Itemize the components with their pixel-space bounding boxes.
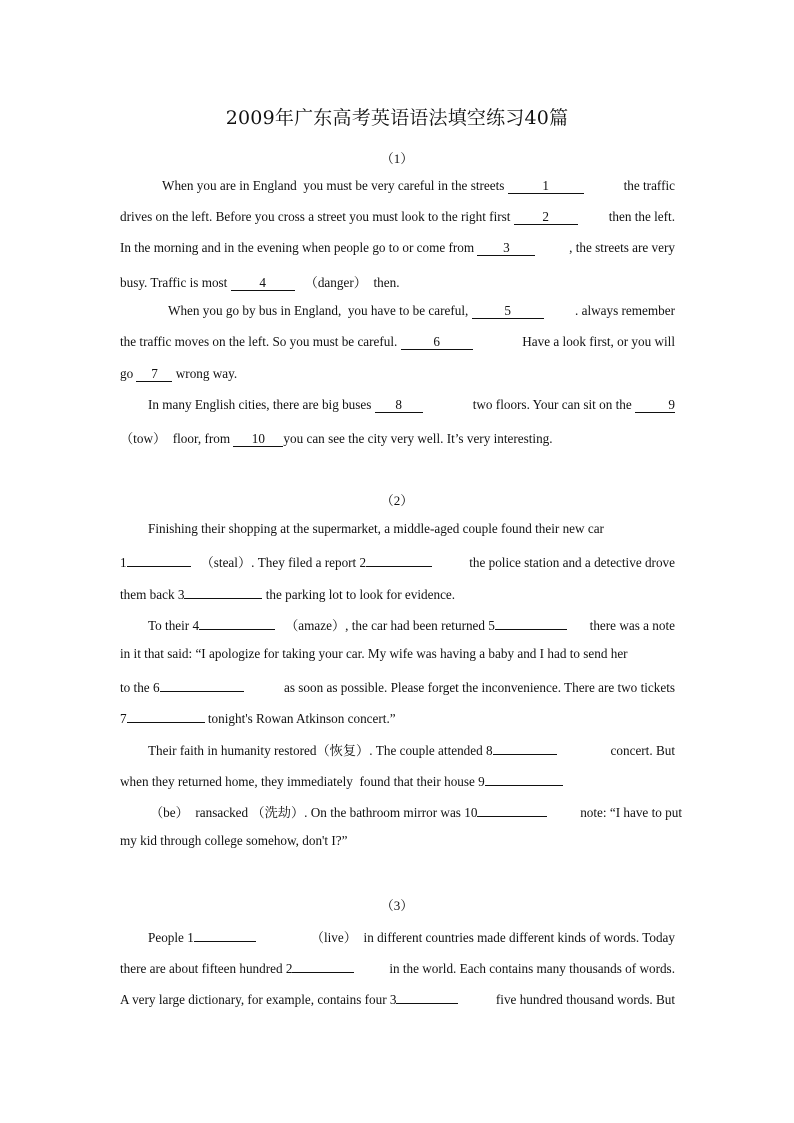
blank-s2-3[interactable]: [184, 584, 262, 599]
section-3-heading: （3）: [380, 898, 414, 913]
s1-p2-line-1: When you go by bus in England, you have to be careful, 5 . always remember: [168, 303, 675, 318]
blank-s2-1[interactable]: [127, 552, 191, 567]
s2-line-10: （be） ransacked （洗劫）. On the bathroom mirror was 10 note: “I have to put: [150, 802, 682, 821]
blank-6[interactable]: 6: [401, 335, 473, 350]
s2-line-8: Their faith in humanity restored（恢复）. The couple attended 8 concert. But: [148, 740, 675, 759]
blank-s2-8[interactable]: [493, 740, 557, 755]
s1-p1-line-2: drives on the left. Before you cross a street you must look to the right first 2 then the left.: [120, 209, 675, 224]
blank-s2-5[interactable]: [495, 615, 567, 630]
blank-3[interactable]: 3: [477, 241, 535, 256]
s1-p1-line-4: busy. Traffic is most 4 （danger） then.: [120, 275, 400, 290]
s3-line-2: there are about fifteen hundred 2 in the world. Each contains many thousands of words.: [120, 958, 675, 977]
s1-p1-line-3: In the morning and in the evening when people go to or come from 3 , the streets are very: [120, 240, 675, 255]
s1-p3-line-1: In many English cities, there are big buses 8 two floors. Your can sit on the 9: [148, 397, 675, 412]
blank-s2-10[interactable]: [477, 802, 547, 817]
s2-line-7: 7 tonight's Rowan Atkinson concert.”: [120, 708, 675, 727]
s1-p2-line-2: the traffic moves on the left. So you must be careful. 6 Have a look first, or you will: [120, 334, 675, 349]
blank-s2-7[interactable]: [127, 708, 205, 723]
s2-line-6: to the 6 as soon as possible. Please forget the inconvenience. There are two tickets: [120, 677, 675, 696]
s2-line-1: Finishing their shopping at the supermarket, a middle-aged couple found their new car: [148, 521, 604, 536]
blank-s3-2[interactable]: [292, 958, 354, 973]
blank-7[interactable]: 7: [136, 367, 172, 382]
blank-s2-6[interactable]: [160, 677, 244, 692]
blank-s3-3[interactable]: [396, 989, 458, 1004]
blank-2[interactable]: 2: [514, 210, 578, 225]
s2-line-4: To their 4 （amaze）, the car had been returned 5 there was a note: [148, 615, 675, 634]
s1-p2-line-3: go 7 wrong way.: [120, 366, 238, 381]
s2-line-5: in it that said: “I apologize for taking your car. My wife was having a baby and I had to send her: [120, 646, 628, 661]
blank-5[interactable]: 5: [472, 304, 544, 319]
blank-1[interactable]: 1: [508, 179, 584, 194]
s1-p1-line-1: When you are in England you must be very careful in the streets 1 the traffic: [162, 178, 675, 193]
s2-line-9: when they returned home, they immediately found that their house 9: [120, 771, 675, 790]
blank-9[interactable]: 9: [635, 398, 675, 413]
blank-s2-4[interactable]: [199, 615, 275, 630]
blank-10[interactable]: 10: [233, 432, 283, 447]
section-2-heading: （2）: [380, 493, 414, 508]
s1-p3-line-2: （tow） floor, from 10 you can see the city very well. It’s very interesting.: [120, 431, 553, 446]
s2-line-11: my kid through college somehow, don't I?”: [120, 833, 348, 848]
blank-s2-9[interactable]: [485, 771, 563, 786]
blank-8[interactable]: 8: [375, 398, 423, 413]
s3-line-1: People 1 （live） in different countries made different kinds of words. Today: [148, 927, 675, 946]
document-title: 2009年广东高考英语语法填空练习40篇: [225, 107, 569, 129]
s2-line-3: them back 3 the parking lot to look for evidence.: [120, 584, 675, 603]
s3-line-3: A very large dictionary, for example, contains four 3 five hundred thousand words. But: [120, 989, 675, 1008]
blank-s2-2[interactable]: [366, 552, 432, 567]
s2-line-2: 1 （steal）. They filed a report 2 the police station and a detective drove: [120, 552, 675, 571]
section-1-heading: （1）: [380, 151, 414, 166]
blank-4[interactable]: 4: [231, 276, 295, 291]
blank-s3-1[interactable]: [194, 927, 256, 942]
